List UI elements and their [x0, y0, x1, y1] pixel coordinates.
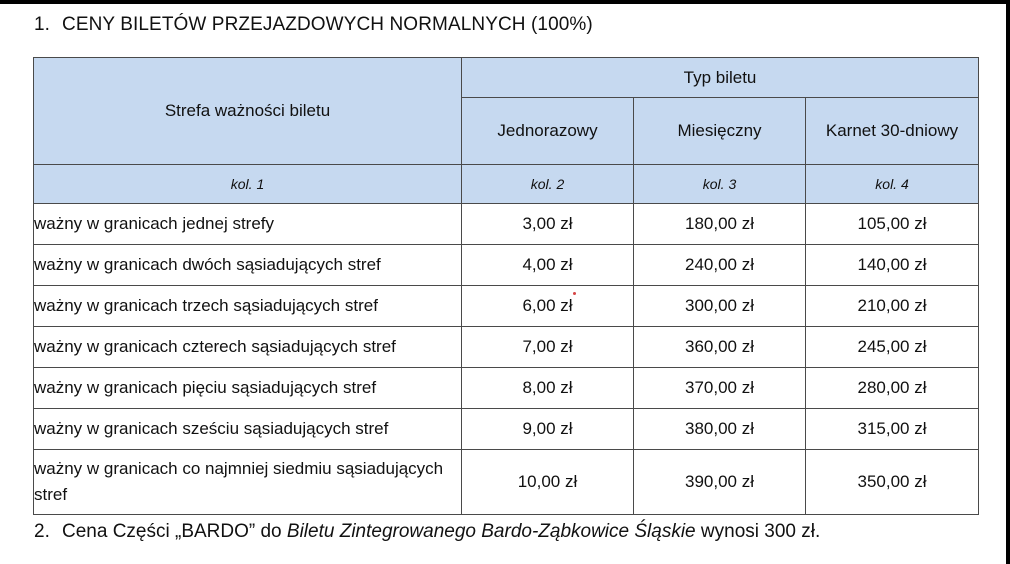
column-header-30-day-pass: Karnet 30-dniowy: [806, 98, 979, 165]
single-price-cell: 10,00 zł: [462, 450, 634, 515]
column-number-row: [34, 165, 979, 204]
zone-cell: ważny w granicach czterech sąsiadujących stref: [34, 327, 462, 368]
single-price-cell: 4,00 zł: [462, 245, 634, 286]
single-price-cell: 6,00 zł: [462, 286, 634, 327]
footer-text-after: wynosi 300 zł.: [695, 521, 821, 542]
table-row: [34, 204, 979, 245]
heading-text: CENY BILETÓW PRZEJAZDOWYCH NORMALNYCH (100%): [62, 14, 593, 35]
pass30-price-cell: 105,00 zł: [806, 204, 979, 245]
monthly-price-cell: 180,00 zł: [634, 204, 806, 245]
column-header-single: Jednorazowy: [462, 98, 634, 165]
single-price-cell: 7,00 zł: [462, 327, 634, 368]
monthly-price-cell: 380,00 zł: [634, 409, 806, 450]
footer-ticket-name: Biletu Zintegrowanego Bardo-Ząbkowice Śląskie: [286, 521, 696, 542]
column-number-4: kol. 4: [806, 165, 979, 204]
zone-cell: ważny w granicach pięciu sąsiadujących stref: [34, 368, 462, 409]
pass30-price-cell: 315,00 zł: [806, 409, 979, 450]
table-row: [34, 450, 979, 515]
single-price-cell: 9,00 zł: [462, 409, 634, 450]
stray-mark: [573, 292, 576, 295]
zone-cell: ważny w granicach jednej strefy: [34, 204, 462, 245]
pass30-price-cell: 245,00 zł: [806, 327, 979, 368]
monthly-price-cell: 240,00 zł: [634, 245, 806, 286]
column-number-1: kol. 1: [34, 165, 462, 204]
pass30-price-cell: 210,00 zł: [806, 286, 979, 327]
table-header-row: [34, 58, 979, 98]
zone-cell: ważny w granicach dwóch sąsiadujących stref: [34, 245, 462, 286]
column-number-3: kol. 3: [634, 165, 806, 204]
column-number-2: kol. 2: [462, 165, 634, 204]
ticket-price-table: [33, 57, 979, 515]
single-price-cell: 3,00 zł: [462, 204, 634, 245]
table-row: [34, 409, 979, 450]
right-border-line: [1006, 0, 1010, 564]
monthly-price-cell: 300,00 zł: [634, 286, 806, 327]
monthly-price-cell: 390,00 zł: [634, 450, 806, 515]
pass30-price-cell: 280,00 zł: [806, 368, 979, 409]
zone-header-cell: Strefa ważności biletu: [34, 58, 462, 165]
monthly-price-cell: 370,00 zł: [634, 368, 806, 409]
single-price-cell: 8,00 zł: [462, 368, 634, 409]
table-row: [34, 327, 979, 368]
pass30-price-cell: 140,00 zł: [806, 245, 979, 286]
heading-number: 1.: [34, 14, 51, 35]
zone-cell: ważny w granicach sześciu sąsiadujących stref: [34, 409, 462, 450]
column-header-monthly: Miesięczny: [634, 98, 806, 165]
pass30-price-cell: 350,00 zł: [806, 450, 979, 515]
zone-cell: ważny w granicach co najmniej siedmiu sąsiadujących stref: [34, 450, 462, 515]
ticket-type-header-cell: Typ biletu: [462, 58, 979, 98]
zone-cell: ważny w granicach trzech sąsiadujących stref: [34, 286, 462, 327]
table-row: [34, 286, 979, 327]
section-heading: [34, 14, 593, 36]
footer-number: 2.: [34, 521, 50, 542]
monthly-price-cell: 360,00 zł: [634, 327, 806, 368]
table-row: [34, 245, 979, 286]
footer-note: [34, 521, 820, 543]
table-row: [34, 368, 979, 409]
footer-text-before: Cena Części „BARDO” do: [62, 521, 287, 542]
top-border-line: [0, 0, 1010, 4]
